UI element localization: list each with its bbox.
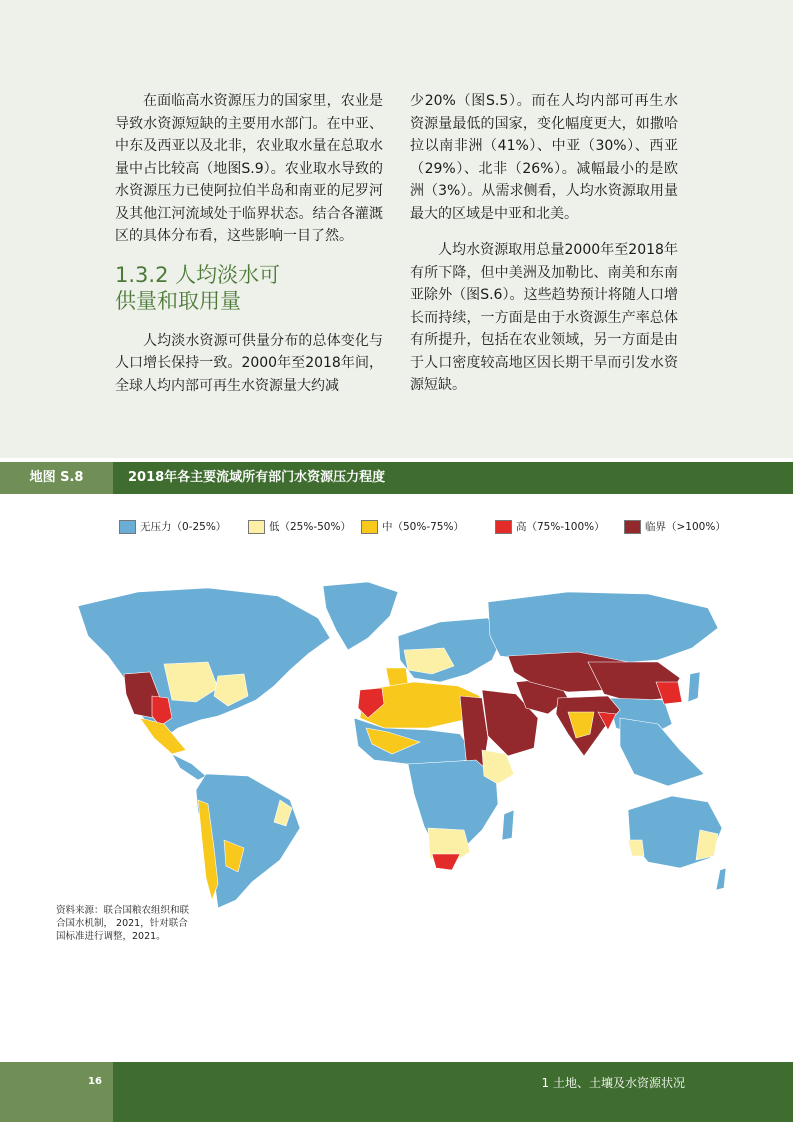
map-region-north-asia [488,592,718,664]
right-paragraph-1: 少20%（图S.5）。而在人均内部可再生水资源量最低的国家，变化幅度更大，如撒哈拉以南非洲（41%）、中亚（30%）、西亚（29%）、北非（26%）。减幅最小的是欧洲（3%）。从需求侧看，人均水资源取用量最大的区域是中亚和北美。 [410,93,678,222]
map-region-australia-southwest [628,840,644,856]
source-line-2: 合国水机制， 2021，针对联合 [56,918,188,929]
right-text-column [410,90,678,397]
map-region-south-africa-tip [432,854,460,870]
legend-label-no-stress: 无压力（0-25%） [140,521,227,533]
section-title-line-2: 供量和取用量 [115,288,241,313]
legend-item-high [495,518,605,536]
page-footer [0,1062,793,1122]
figure-title: 2018年各主要流域所有部门水资源压力程度 [128,470,386,485]
map-region-greenland [323,582,398,650]
figure-title-bar [0,462,793,494]
map-region-madagascar [502,810,514,840]
legend-label-high: 高（75%-100%） [516,521,605,533]
left-paragraph-2: 人均淡水资源可供量分布的总体变化与人口增长保持一致。2000年至2018年间，全球人均内部可再生水资源量大约减 [115,332,383,394]
legend-swatch-high [495,520,512,534]
map-region-central-america [172,754,206,780]
legend-label-low: 低（25%-50%） [269,521,351,533]
legend-item-medium [361,518,464,536]
legend-label-medium: 中（50%-75%） [382,521,464,533]
legend-swatch-critical [624,520,641,534]
map-region-japan [688,672,700,702]
world-water-stress-map [68,578,728,908]
figure-number: 地图 S.8 [0,462,113,494]
legend-swatch-no-stress [119,520,136,534]
right-paragraph-2: 人均水资源取用总量2000年至2018年有所下降，但中美洲及加勒比、南美和东南亚除外（图S.6）。这些趋势预计将随人口增长而持续，一方面是由于水资源生产率总体有所提升，包括在农业领域，另一方面是由于人口密度较高地区因长期干旱而引发水资源短缺。 [410,242,678,393]
source-line-3: 国标准进行调整，2021。 [56,931,166,942]
world-map-svg [68,578,728,908]
legend-item-low [248,518,351,536]
chapter-title: 1 土地、土壤及水资源状况 [541,1076,685,1090]
legend-label-critical: 临界（>100%） [645,521,726,533]
page-number: 16 [88,1076,102,1087]
map-region-new-zealand [716,868,726,890]
map-source-note [56,904,196,943]
section-title-line-1: 1.3.2 人均淡水可 [115,262,281,287]
map-region-australia-east [696,830,718,860]
section-title [115,262,383,314]
legend-item-no-stress [119,518,226,536]
footer-side-block [0,1062,113,1122]
left-paragraph-1: 在面临高水资源压力的国家里，农业是导致水资源短缺的主要用水部门。在中亚、中东及西亚以及北非，农业取水量在总取水量中占比较高（地图S.9）。农业取水导致的水资源压力已使阿拉伯半岛和南亚的尼罗河及其他江河流域处于临界状态。结合各灌溉区的具体分布看，这些影响一目了然。 [115,93,383,244]
left-text-column [115,90,383,397]
legend-item-critical [624,518,726,536]
legend-swatch-low [248,520,265,534]
legend-swatch-medium [361,520,378,534]
source-line-1: 资料来源：联合国粮农组织和联 [56,905,190,916]
map-legend [0,518,793,538]
